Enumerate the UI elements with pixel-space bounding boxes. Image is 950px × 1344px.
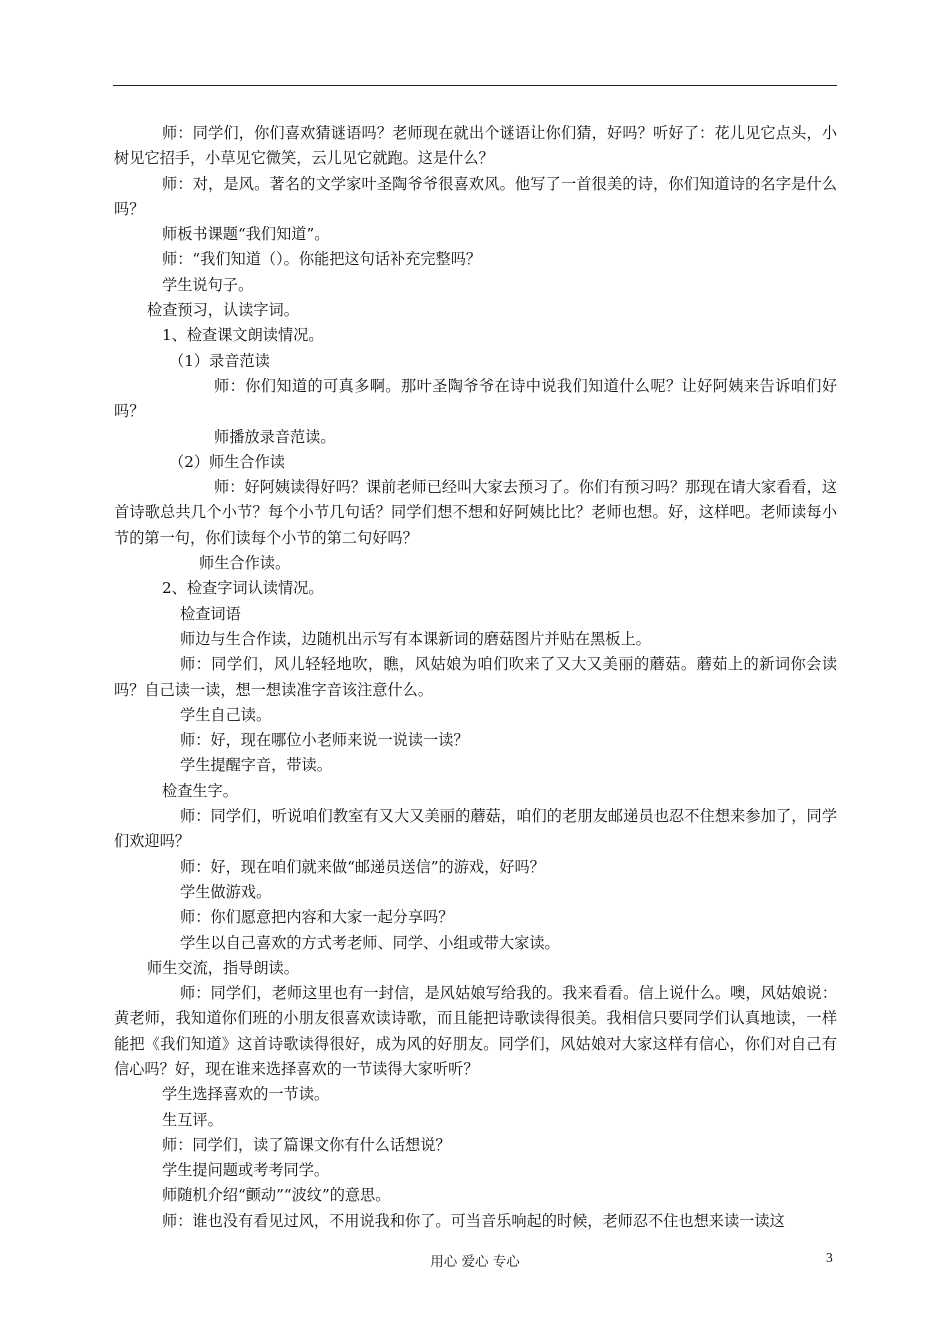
paragraph: 学生提问题或考考同学。 [162,1161,330,1180]
paragraph: 学生说句子。 [162,275,254,294]
paragraph: （1）录音范读 [169,351,270,370]
paragraph: 师：对，是风。著名的文学家叶圣陶爷爷很喜欢风。他写了一首很美的诗，你们知道诗的名字是什么吗？ [114,174,837,218]
paragraph: 师：好，现在哪位小老师来说一说读一读？ [180,731,469,750]
paragraph: 师：同学们，听说咱们教室有又大又美丽的蘑菇，咱们的老朋友邮递员也忍不住想来参加了，同学们欢迎吗？ [114,807,837,851]
paragraph: 师板书课题“我们知道”。 [162,225,330,244]
paragraph: 检查预习，认读字词。 [147,301,299,320]
paragraph: 师：好，现在咱们就来做“邮递员送信”的游戏，好吗？ [180,857,545,876]
paragraph: 学生自己读。 [180,705,272,724]
paragraph: 师：同学们，你们喜欢猜谜语吗？老师现在就出个谜语让你们猜，好吗？听好了：花儿见它点头，小树见它招手，小草见它微笑，云儿见它就跑。这是什么？ [114,124,837,168]
footer-text: 用心 爱心 专心 [430,1254,520,1270]
paragraph: 学生提醒字音，带读。 [180,756,332,775]
page-number: 3 [826,1250,833,1265]
paragraph: （2）师生合作读 [169,452,285,471]
header-rule [113,85,837,86]
paragraph: 学生以自己喜欢的方式考老师、同学、小组或带大家读。 [180,933,560,952]
paragraph: 学生选择喜欢的一节读。 [162,1085,330,1104]
paragraph: 检查生字。 [162,781,238,800]
paragraph: 师边与生合作读，边随机出示写有本课新词的磨菇图片并贴在黑板上。 [180,629,651,648]
paragraph: 师生合作读。 [199,554,291,573]
paragraph: 师：同学们，风儿轻轻地吹，瞧，风姑娘为咱们吹来了又大又美丽的蘑菇。蘑茹上的新词你会读吗？自己读一读，想一想读准字音该注意什么。 [114,655,837,699]
document-body [114,121,837,1234]
paragraph: 师：你们知道的可真多啊。那叶圣陶爷爷在诗中说我们知道什么呢？让好阿姨来告诉咱们好吗？ [114,376,837,421]
paragraph: 师：你们愿意把内容和大家一起分享吗？ [180,908,454,927]
paragraph: 师：“我们知道（）。你能把这句话补充完整吗？ [162,250,482,269]
paragraph: 生互评。 [162,1110,223,1129]
paragraph: 学生做游戏。 [180,882,272,901]
paragraph: 师：谁也没有看见过风，不用说我和你了。可当音乐响起的时候，老师忍不住也想来读一读这 [162,1211,785,1230]
paragraph: 师随机介绍“颤动”“波纹”的意思。 [162,1186,391,1205]
paragraph: 师：同学们，老师这里也有一封信，是风姑娘写给我的。我来看看。信上说什么。噢，风姑娘说：黄老师，我知道你们班的小朋友很喜欢读诗歌，而且能把诗歌读得很美。我相信只要同学们认真地读，一样能把《我们知道》这首诗歌读得很好，成为风的好朋友。同学们，风姑娘对大家这样有信心，你们对自己有信心吗？好，现在谁来选择喜欢的一节读得大家听听？ [114,984,837,1078]
paragraph: 师播放录音范读。 [214,427,336,446]
paragraph: 1、检查课文朗读情况。 [162,326,324,345]
paragraph: 师：同学们，读了篇课文你有什么话想说？ [162,1135,451,1154]
paragraph: 检查词语 [180,604,241,623]
paragraph: 2、检查字词认读情况。 [162,579,324,598]
paragraph: 师生交流，指导朗读。 [147,958,299,977]
paragraph: 师：好阿姨读得好吗？课前老师已经叫大家去预习了。你们有预习吗？那现在请大家看看，这首诗歌总共几个小节？每个小节几句话？同学们想不想和好阿姨比比？老师也想。好，这样吧。老师读每小节的第一句，你们读每个小节的第二句好吗？ [114,478,837,547]
